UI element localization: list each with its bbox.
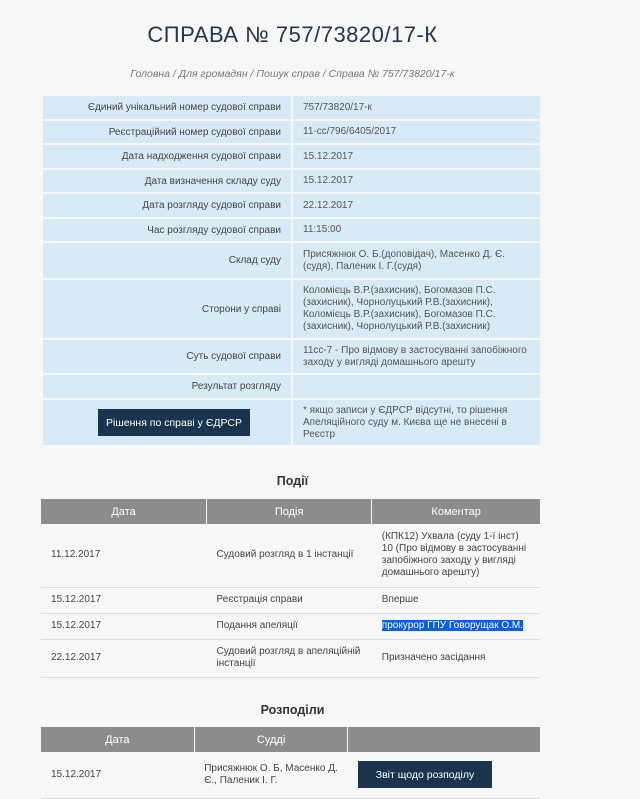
event-name: Судовий розгляд в апеляційній інстанції <box>207 639 372 677</box>
event-date: 22.12.2017 <box>41 639 207 677</box>
events-section-title: Події <box>276 474 309 488</box>
table-row <box>41 639 540 677</box>
hearing-date-label: Дата розгляду судової справи <box>43 193 292 218</box>
breadcrumb-separator: / <box>319 68 329 80</box>
info-row-essence <box>43 339 540 374</box>
event-comment: Вперше <box>372 587 540 613</box>
info-row-received <box>43 144 540 169</box>
composition-date-value: 15.12.2017 <box>292 169 540 193</box>
event-date: 15.12.2017 <box>41 613 207 639</box>
received-value: 15.12.2017 <box>292 144 540 169</box>
result-label: Результат розгляду <box>43 374 292 399</box>
event-date: 15.12.2017 <box>41 587 207 613</box>
distribution-section-title: Розподіли <box>260 703 325 717</box>
court-value: Присяжнюк О. Б.(доповідач), Масенко Д. Є. (судя), Паленик І. Г.(судя) <box>292 242 540 279</box>
breadcrumb-home[interactable]: Головна <box>130 68 170 80</box>
info-row-hearing-time <box>43 218 540 242</box>
breadcrumb-separator: / <box>169 68 179 80</box>
table-row <box>41 587 540 613</box>
table-row <box>41 613 540 639</box>
received-label: Дата надходження судової справи <box>43 144 292 169</box>
table-row <box>41 752 540 798</box>
event-comment-cell <box>372 613 540 639</box>
parties-label: Сторони у справі <box>43 279 292 339</box>
essence-label: Суть судової справи <box>43 339 292 374</box>
info-row-hearing-date <box>43 193 540 218</box>
event-name: Реєстрація справи <box>207 587 372 613</box>
events-header-row <box>41 499 540 524</box>
hearing-date-value: 22.12.2017 <box>292 193 540 218</box>
event-date: 11.12.2017 <box>41 524 207 587</box>
distribution-table <box>41 727 540 799</box>
reg-number-value: 11-сс/796/6405/2017 <box>292 120 540 144</box>
page-title: СПРАВА № 757/73820/17-К <box>147 22 438 47</box>
breadcrumb-current: Справа № 757/73820/17-к <box>328 68 455 80</box>
distribution-header-empty <box>348 727 540 752</box>
info-row-unique-number <box>43 96 540 120</box>
parties-value: Коломієць В.Р.(захисник), Богомазов П.С. (захисник), Чорнолуцький Р.В.(захисник), Коломієць В.Р.(захисник), Богомазов П.С. (захисник), Чорнолуцький Р.В.(захисник) <box>292 279 540 339</box>
unique-number-label: Єдиний унікальний номер судової справи <box>43 96 292 120</box>
unique-number-value: 757/73820/17-к <box>292 96 540 120</box>
distribution-judges: Присяжнюк О. Б, Масенко Д. Є., Паленик І. Г. <box>194 752 348 798</box>
decision-note: * якщо записи у ЄДРСР відсутні, то рішення Апеляційного суду м. Києва ще не внесені в Реєстр <box>292 399 540 446</box>
court-label: Склад суду <box>43 242 292 279</box>
events-header-comment: Коментар <box>372 499 540 524</box>
event-name: Судовий розгляд в 1 інстанції <box>207 524 372 587</box>
events-header-date: Дата <box>41 499 207 524</box>
breadcrumb-citizens[interactable]: Для громадян <box>178 68 248 80</box>
hearing-time-label: Час розгляду судової справи <box>43 218 292 242</box>
info-row-result <box>43 374 540 399</box>
event-comment: Призначено засідання <box>372 639 540 677</box>
distribution-date: 15.12.2017 <box>41 752 194 798</box>
distribution-header-date: Дата <box>41 727 194 752</box>
info-row-composition-date <box>43 169 540 193</box>
distribution-header-judges: Судді <box>194 727 348 752</box>
distribution-action-cell <box>348 752 540 798</box>
decision-edrsr-button[interactable]: Рішення по справі у ЄДРСР <box>98 409 250 436</box>
events-header-event: Подія <box>207 499 372 524</box>
distribution-report-button[interactable]: Звіт щодо розподілу <box>358 761 492 788</box>
event-comment-highlighted: прокурор ГПУ Говорущак О.М. <box>381 620 524 631</box>
breadcrumb <box>0 68 585 80</box>
case-info-table <box>43 96 540 447</box>
info-row-court <box>43 242 540 279</box>
events-table <box>41 499 540 678</box>
decision-cell <box>43 399 292 446</box>
event-name: Подання апеляції <box>207 613 372 639</box>
distribution-header-row <box>41 727 540 752</box>
event-comment: (КПК12) Ухвала (суду 1-ї інст) 10 (Про відмову в застосуванні запобіжного заходу у вигляді домашнього арешту) <box>372 524 540 587</box>
hearing-time-value: 11:15:00 <box>292 218 540 242</box>
info-row-reg-number <box>43 120 540 144</box>
result-value <box>292 374 540 399</box>
composition-date-label: Дата визначення складу суду <box>43 169 292 193</box>
breadcrumb-search[interactable]: Пошук справ <box>256 68 320 80</box>
table-row <box>41 524 540 587</box>
breadcrumb-separator: / <box>247 68 257 80</box>
reg-number-label: Реєстраційний номер судової справи <box>43 120 292 144</box>
info-row-parties <box>43 279 540 339</box>
essence-value: 11сс-7 - Про відмову в застосуванні запобіжного заходу у вигляді домашнього арешту <box>292 339 540 374</box>
info-row-decision <box>43 399 540 446</box>
